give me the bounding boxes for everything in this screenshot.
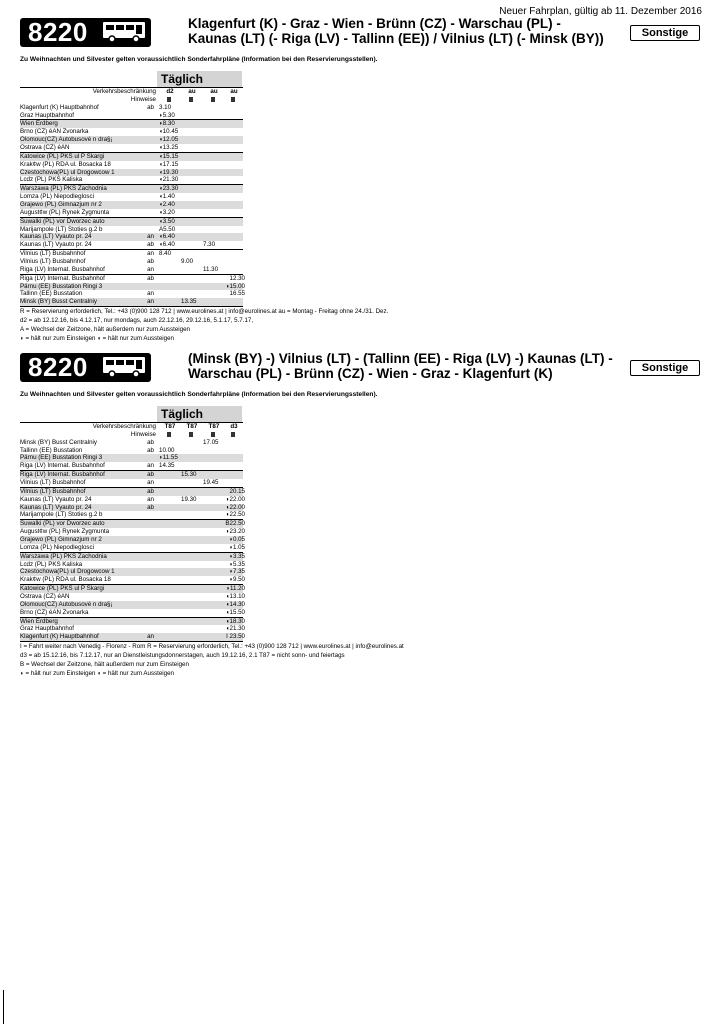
route-title [188, 16, 640, 46]
stop-row [20, 144, 243, 152]
stop-name: Krak¢w (PL) RDA ul. Bosacka 18 [20, 160, 111, 168]
time-cell: ◖6.40 [159, 241, 175, 249]
timetable-section-1 [20, 18, 704, 343]
stop-row [20, 511, 243, 519]
arrival-departure-flag: an [147, 462, 154, 470]
stop-name: Minsk (BY) Busst Centralniy [20, 438, 98, 446]
stop-name: Olomouc(CZ) Autobusové n dra§¡ [20, 136, 113, 144]
stop-rows [20, 439, 243, 642]
time-cell: 11.30 [203, 265, 219, 273]
time-cell: ◗22.00 [225, 495, 245, 503]
stop-row [20, 454, 243, 462]
time-cell: ◗1.05 [229, 543, 245, 551]
footnote: ◗ = hält nur zum Einsteigen ◖ = hält nur zum Aussteigen [20, 670, 174, 678]
notes-row [20, 96, 243, 104]
time-cell: ◗22.00 [225, 503, 245, 511]
stop-name: Pärnu (EE) Busstation Ringi 3 [20, 454, 103, 462]
stop-name: Kaunas (LT) Vyauto pr. 24 [20, 241, 92, 249]
time-cell: 14.35 [159, 462, 175, 470]
stop-row [20, 576, 243, 584]
arrival-departure-flag: an [147, 250, 154, 258]
time-cell: B22.50 [225, 520, 245, 528]
stop-row [20, 462, 243, 470]
restriction-label: Verkehrsbeschränkung [92, 423, 156, 430]
stop-name: Suwalki (PL) vor Dworzec auto [20, 520, 105, 528]
stop-name: Vilnius (LT) Busbahnhof [20, 487, 86, 495]
time-cell: ◖18.30 [225, 617, 245, 625]
bus-icon [102, 21, 148, 43]
arrival-departure-flag: ab [147, 103, 154, 111]
time-cell: I 23.50 [226, 633, 245, 641]
time-cell: ◖10.45 [159, 128, 179, 136]
holiday-hint: Zu Weihnachten und Silvester gelten voraussichtlich Sonderfahrpläne (Information bei den Reservierungsstellen). [20, 391, 378, 398]
time-cell: 19.45 [203, 479, 219, 487]
stop-row [20, 184, 243, 193]
stop-row [20, 290, 243, 298]
time-cell: 10.00 [159, 446, 175, 454]
time-cell: ◗5.30 [159, 111, 175, 119]
note-icon [223, 96, 245, 104]
time-cell: ◖2.40 [159, 201, 175, 209]
stop-row [20, 593, 243, 601]
footnote: ◗ = hält nur zum Einsteigen ◖ = hält nur zum Aussteigen [20, 335, 174, 343]
time-cell: ◗7.35 [229, 568, 245, 576]
time-cell: 13.35 [181, 298, 197, 306]
arrival-departure-flag: an [147, 633, 154, 641]
arrival-departure-flag: ab [147, 487, 154, 495]
time-cell: ◖1.40 [159, 193, 175, 201]
time-cell: ◗11.20 [226, 585, 245, 593]
category-badge: Sonstige [630, 360, 700, 376]
time-cell: 16.55 [229, 290, 245, 298]
stop-row [20, 601, 243, 609]
route-number: 8220 [28, 353, 88, 382]
time-cell: ◖13.25 [159, 144, 179, 152]
stop-row [20, 298, 243, 306]
column-code: au [188, 88, 196, 95]
time-cell: ◗0.05 [229, 536, 245, 544]
stop-name: Vilnius (LT) Busbahnhof [20, 479, 86, 487]
time-cell: ◖12.05 [159, 136, 179, 144]
notes-row [20, 431, 243, 439]
stop-row [20, 266, 243, 274]
stop-name: Ostrava (CZ) éAN [20, 144, 70, 152]
note-icon [159, 96, 181, 104]
stop-name: Lcdz (PL) PKS Kaliska [20, 176, 83, 184]
arrival-departure-flag: an [147, 290, 154, 298]
stop-row [20, 487, 243, 496]
footnote: A = Wechsel der Zeitzone, hält außerdem nur zum Aussteigen [20, 326, 190, 334]
stop-name: Graz Hauptbahnhof [20, 111, 75, 119]
stop-row [20, 136, 243, 144]
restriction-label: Verkehrsbeschränkung [92, 88, 156, 95]
time-cell: ◖19.30 [159, 168, 179, 176]
stop-row [20, 625, 243, 633]
stop-name: Wien Erdberg [20, 120, 58, 128]
column-code: T87 [186, 423, 198, 430]
time-cell: ◖6.40 [159, 233, 175, 241]
footnote: d2 = ab 12.12.16, bis 4.12.17, nur mondags, auch 22.12.16, 29.12.16, 5.1.17, 5.7.17, [20, 317, 254, 325]
stop-name: Klagenfurt (K) Hauptbahnhof [20, 103, 99, 111]
stop-row [20, 226, 243, 234]
column-code: d2 [166, 88, 174, 95]
footnote: d3 = ab 15.12.16, bis 7.12.17, nur an Dienstleistungsdonnerstagen, auch 19.12.16, 2.1 T87 = nicht sonn- und feiertags [20, 652, 345, 660]
stop-name: Brno (CZ) éAN Zvonarka [20, 608, 89, 616]
note-icon [223, 431, 245, 439]
stop-row [20, 152, 243, 161]
stop-row [20, 217, 243, 226]
stop-name: August¢w (PL) Rynek Zygmunta [20, 528, 110, 536]
stop-row [20, 447, 243, 455]
timetable-section-2 [20, 353, 704, 678]
validity-note: Neuer Fahrplan, gültig ab 11. Dezember 2016 [499, 6, 702, 17]
route-badge [20, 18, 151, 47]
timetable [20, 71, 243, 307]
stop-row [20, 161, 243, 169]
restriction-row [20, 87, 243, 96]
arrival-departure-flag: ab [147, 274, 154, 282]
stop-name: Lcdz (PL) PKS Kaliska [20, 560, 83, 568]
column-code: d3 [230, 423, 238, 430]
stop-row [20, 519, 243, 528]
column-code: T87 [164, 423, 176, 430]
stop-name: Grajewo (PL) Gimnazjum nr 2 [20, 536, 102, 544]
notes-label: Hinweise [130, 430, 156, 438]
stop-row [20, 633, 243, 641]
stop-row [20, 470, 243, 479]
time-cell: ◗9.50 [229, 576, 245, 584]
table-end-rule [20, 641, 243, 642]
arrival-departure-flag: an [147, 233, 154, 241]
time-cell: 17.05 [203, 438, 219, 446]
stop-name: Kaunas (LT) Vyauto pr. 24 [20, 495, 92, 503]
time-cell: 7.30 [203, 241, 216, 249]
stop-name: Vilnius (LT) Busbahnhof [20, 258, 86, 266]
stop-name: Graz Hauptbahnhof [20, 625, 75, 633]
stop-name: Vilnius (LT) Busbahnhof [20, 250, 86, 258]
time-cell: ◗8.30 [159, 120, 175, 128]
stop-name: Klagenfurt (K) Hauptbahnhof [20, 633, 99, 641]
stop-name: Marijampole (LT) Stoties g.2 b [20, 511, 103, 519]
category-badge: Sonstige [630, 25, 700, 41]
footnote: R = Reservierung erforderlich, Tel.: +43 (0)900 128 712 | www.eurolines.at | info@eurolines.at au = Montag - Freitag ohne 24./31. Dez. [20, 308, 389, 316]
stop-name: Tallinn (EE) Busstation [20, 446, 83, 454]
footnote: B = Wechsel der Zeitzone, hält außerdem nur zum Einsteigen [20, 661, 189, 669]
stop-row [20, 128, 243, 136]
stop-row [20, 552, 243, 561]
column-code: au [230, 88, 238, 95]
time-cell: ◖15.15 [159, 152, 179, 160]
note-icon [181, 431, 203, 439]
stop-row [20, 568, 243, 576]
route-title-line-1: (Minsk (BY) -) Vilnius (LT) - (Tallinn (EE) - Riga (LV) -) Kaunas (LT) - [188, 351, 613, 366]
stop-row [20, 112, 243, 120]
route-badge [20, 353, 151, 382]
time-cell: ◖15.50 [225, 608, 245, 616]
time-cell: ◗3.35 [229, 552, 245, 560]
stop-name: Kaunas (LT) Vyauto pr. 24 [20, 503, 92, 511]
stop-name: Lomza (PL) Niepodleglosci [20, 193, 94, 201]
time-cell: ◖3.50 [159, 217, 175, 225]
stop-row [20, 241, 243, 249]
route-title-line-1: Klagenfurt (K) - Graz - Wien - Brünn (CZ) - Warschau (PL) - [188, 16, 561, 31]
stop-name: Krak¢w (PL) RDA ul. Bosacka 18 [20, 576, 111, 584]
stop-row [20, 283, 243, 291]
arrival-departure-flag: ab [147, 241, 154, 249]
stop-row [20, 274, 243, 283]
stop-row [20, 209, 243, 217]
restriction-row [20, 422, 243, 431]
stop-row [20, 617, 243, 626]
time-cell: ◗23.20 [225, 528, 245, 536]
stop-name: Marijampole (LT) Stoties g.2 b [20, 225, 103, 233]
time-cell: 3.10 [159, 103, 172, 111]
time-cell: ◖15.00 [225, 282, 245, 290]
stop-name: Katowice (PL) PKS ul P Skargi [20, 585, 105, 593]
time-cell: 9.00 [181, 258, 194, 266]
stop-row [20, 201, 243, 209]
bus-icon [102, 356, 148, 378]
stop-name: Katowice (PL) PKS ul P Skargi [20, 152, 105, 160]
time-cell: ◗5.35 [229, 560, 245, 568]
day-header: Täglich [157, 71, 242, 87]
timetable [20, 406, 243, 642]
stop-name: Tallinn (EE) Busstation [20, 290, 83, 298]
time-cell: 15.30 [181, 471, 197, 479]
stop-row [20, 249, 243, 258]
time-cell: ◗22.50 [225, 511, 245, 519]
stop-rows [20, 104, 243, 307]
time-cell: 19.30 [181, 495, 197, 503]
stop-name: Riga (LV) Internat. Busbahnhof [20, 274, 105, 282]
stop-name: Kaunas (LT) Vyauto pr. 24 [20, 233, 92, 241]
stop-row [20, 496, 243, 504]
stop-name: Czestochowa(PL) ul Drogowcow 1 [20, 168, 115, 176]
arrival-departure-flag: ab [147, 503, 154, 511]
time-cell: 8.40 [159, 250, 172, 258]
route-title-line-2: Kaunas (LT) (- Riga (LV) - Tallinn (EE)) / Vilnius (LT) (- Minsk (BY)) [188, 31, 604, 46]
time-cell: ◖13.10 [225, 593, 245, 601]
time-cell: ◖21.30 [159, 176, 179, 184]
time-cell: ◖23.30 [159, 185, 179, 193]
arrival-departure-flag: ab [147, 471, 154, 479]
route-number: 8220 [28, 18, 88, 47]
stop-row [20, 193, 243, 201]
section-header [20, 18, 704, 54]
stop-row [20, 544, 243, 552]
stop-name: Warszawa (PL) PKS Zachodnia [20, 185, 107, 193]
footnote: I = Fahrt weiter nach Venedig - Florenz - Rom R = Reservierung erforderlich, Tel.: +43 (0)900 128 712 | www.eurolines.at | info@eurolines.at [20, 643, 404, 651]
stop-row [20, 536, 243, 544]
stop-row [20, 528, 243, 536]
route-title [188, 351, 640, 381]
column-code: au [210, 88, 218, 95]
stop-row [20, 169, 243, 177]
arrival-departure-flag: an [147, 479, 154, 487]
arrival-departure-flag: an [147, 495, 154, 503]
stop-name: Ostrava (CZ) éAN [20, 593, 70, 601]
stop-name: Riga (LV) Internat. Busbahnhof [20, 265, 105, 273]
stop-row [20, 561, 243, 569]
holiday-hint: Zu Weihnachten und Silvester gelten voraussichtlich Sonderfahrpläne (Information bei den Reservierungsstellen). [20, 56, 378, 63]
time-cell: 12.30 [229, 274, 245, 282]
crop-mark [3, 990, 4, 1024]
note-icon [203, 96, 225, 104]
stop-row [20, 104, 243, 112]
stop-name: Czestochowa(PL) ul Drogowcow 1 [20, 568, 115, 576]
stop-name: Riga (LV) Internat. Busbahnhof [20, 462, 105, 470]
stop-row [20, 609, 243, 617]
stop-row [20, 504, 243, 512]
stop-row [20, 258, 243, 266]
table-end-rule [20, 306, 243, 307]
stop-row [20, 233, 243, 241]
stop-name: Warszawa (PL) PKS Zachodnia [20, 552, 107, 560]
stop-row [20, 119, 243, 128]
note-icon [159, 431, 181, 439]
stop-name: Lomza (PL) Niepodleglosci [20, 543, 94, 551]
time-cell: ◗11.55 [159, 454, 178, 462]
time-cell: ◖21.30 [225, 625, 245, 633]
route-title-line-2: Warschau (PL) - Brünn (CZ) - Wien - Graz - Klagenfurt (K) [188, 366, 553, 381]
time-cell: 20.15 [229, 487, 245, 495]
stop-name: Wien Erdberg [20, 617, 58, 625]
time-cell: ◖17.15 [159, 160, 179, 168]
day-header: Täglich [157, 406, 242, 422]
stop-name: Grajewo (PL) Gimnazjum nr 2 [20, 201, 102, 209]
note-icon [181, 96, 203, 104]
time-cell: A5.50 [159, 225, 176, 233]
stop-name: Brno (CZ) éAN Zvonarka [20, 128, 89, 136]
section-header [20, 353, 704, 389]
stop-name: Pärnu (EE) Busstation Ringi 3 [20, 282, 103, 290]
stop-name: Olomouc(CZ) Autobusové n dra§¡ [20, 600, 113, 608]
note-icon [203, 431, 225, 439]
arrival-departure-flag: an [147, 265, 154, 273]
footnotes [20, 308, 704, 343]
stop-name: August¢w (PL) Rynek Zygmunta [20, 208, 110, 216]
footnotes [20, 643, 704, 678]
stop-row [20, 584, 243, 593]
time-cell: ◖14.30 [225, 600, 245, 608]
time-cell: ◖3.20 [159, 208, 175, 216]
stop-name: Riga (LV) Internat. Busbahnhof [20, 471, 105, 479]
stop-row [20, 439, 243, 447]
stop-name: Minsk (BY) Busst Centralniy [20, 298, 98, 306]
arrival-departure-flag: ab [147, 446, 154, 454]
stop-name: Suwalki (PL) vor Dworzec auto [20, 217, 105, 225]
stop-row [20, 176, 243, 184]
arrival-departure-flag: ab [147, 438, 154, 446]
stop-row [20, 479, 243, 487]
column-code: T87 [208, 423, 220, 430]
notes-label: Hinweise [130, 95, 156, 103]
arrival-departure-flag: an [147, 298, 154, 306]
arrival-departure-flag: ab [147, 258, 154, 266]
